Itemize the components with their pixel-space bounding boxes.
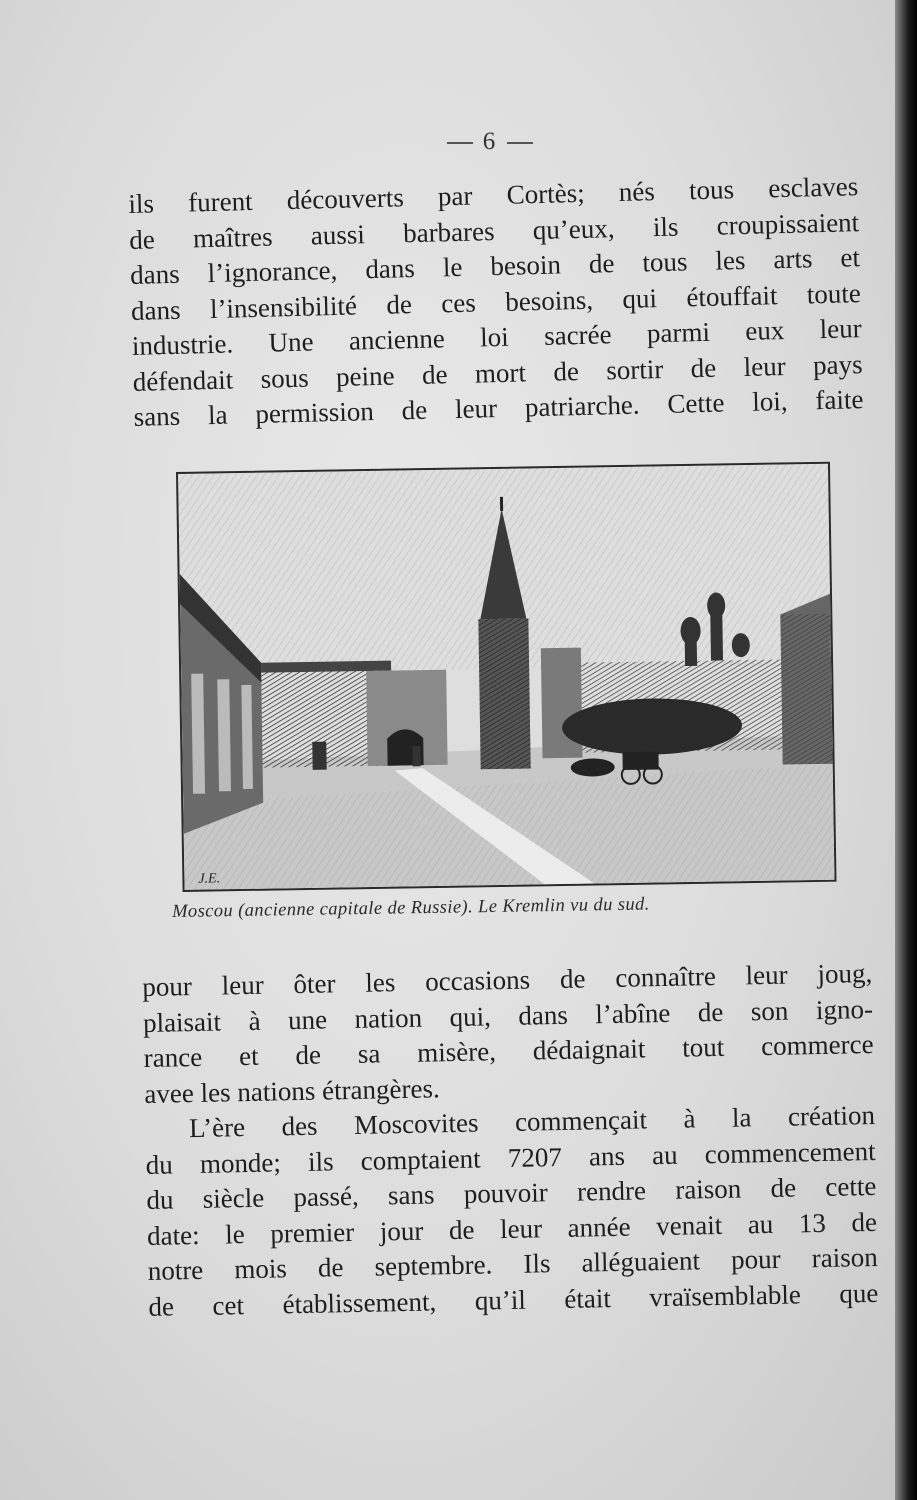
text-line: de cet établissement, qu’il était vraïsemblable que xyxy=(148,1277,879,1322)
column xyxy=(191,674,205,794)
column xyxy=(217,679,231,791)
arcade-roof xyxy=(261,661,391,673)
right-building-shading xyxy=(780,614,832,765)
text-line: de maîtres aussi barbares qu’eux, ils croupissaient xyxy=(128,206,860,255)
text-line: du siècle passé, sans pouvoir rendre raison de cette xyxy=(146,1170,877,1215)
folio-dash-right xyxy=(507,142,533,144)
text-line: pour leur ôter les occasions de connaître leur joug, xyxy=(142,957,873,1002)
text-line: L’ère des Moscovites commençait à la création xyxy=(188,1099,876,1144)
dome-drum xyxy=(685,636,697,666)
text-line: date: le premier jour de leur année venait au 13 de xyxy=(146,1206,878,1251)
page-number-value: 6 xyxy=(482,128,498,155)
figure-caption: Moscou (ancienne capitale de Russie). Le Kremlin vu du sud. xyxy=(172,894,650,922)
person-figure xyxy=(312,742,326,770)
text-line: avee les nations étrangères. xyxy=(144,1072,440,1109)
text-line: défendait sous peine de mort de sortir de leur pays xyxy=(132,348,863,397)
column xyxy=(241,685,253,789)
text-line: sans la permission de leur patriarche. Cette loi, faite xyxy=(133,384,864,432)
text-line: dans l’insensibilité de ces besoins, qui étouffait toute xyxy=(130,277,862,326)
paragraph-bottom xyxy=(142,956,879,1325)
dome-drum xyxy=(710,610,723,660)
paragraph-top xyxy=(128,169,864,435)
text-line: plaisait à une nation qui, dans l’abîne de son igno- xyxy=(142,993,874,1038)
book-binding-edge xyxy=(895,0,917,1500)
text-line: dans l’ignorance, dans le besoin de tous les arts et xyxy=(129,242,861,290)
folio-dash-left xyxy=(447,142,473,144)
text-line: du monde; ils comptaient 7207 ans au commencement xyxy=(145,1135,876,1180)
text-line: industrie. Une ancienne loi sacrée parmi eux leur xyxy=(131,313,863,361)
tower-shading xyxy=(478,618,530,769)
engraving-illustration xyxy=(178,464,834,890)
engraver-signature: J.E. xyxy=(198,871,221,887)
kremlin-engraving xyxy=(176,462,837,892)
page-number xyxy=(0,128,895,156)
text-line: rance et de sa misère, dédaignait tout commerce xyxy=(143,1028,874,1073)
person-figure xyxy=(412,746,420,766)
text-line: notre mois de septembre. Ils alléguaient pour raison xyxy=(147,1241,878,1286)
text-line: ils furent découverts par Cortès; nés tous esclaves xyxy=(128,171,859,219)
